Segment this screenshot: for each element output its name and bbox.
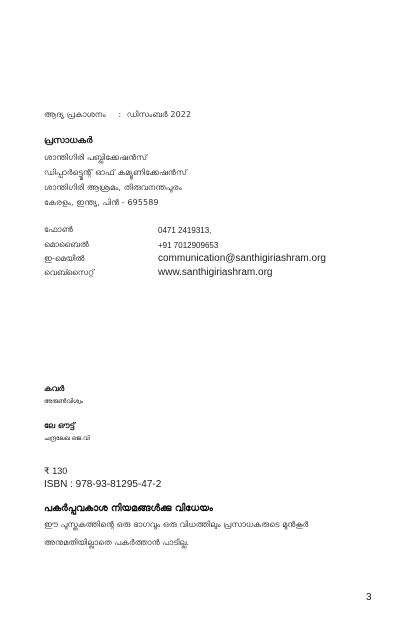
layout-designer: ചന്ദ്രലേഖ ജെ.വി bbox=[44, 435, 90, 442]
page-number: 3 bbox=[366, 592, 372, 603]
cover-heading: കവർ bbox=[44, 384, 65, 393]
contact-mobile-value: +91 7012909653 bbox=[158, 241, 219, 250]
contact-phone-label: ഫോൺ bbox=[44, 225, 73, 234]
contact-mobile-label: മൊബൈൽ bbox=[44, 240, 89, 249]
contact-phone-value: 0471 2419313, bbox=[158, 226, 212, 235]
publisher-line-4: കേരളം, ഇന്ത്യ, പിൻ - 695589 bbox=[44, 198, 159, 207]
isbn: ISBN : 978-93-81295-47-2 bbox=[44, 479, 162, 490]
publisher-heading: പ്രസാധകർ bbox=[44, 136, 93, 146]
contact-email-value[interactable]: communication@santhigiriashram.org bbox=[158, 253, 326, 264]
copyright-heading: പകർപ്പവകാശ നിയമങ്ങൾക്കു വിധേയം bbox=[44, 503, 213, 514]
layout-heading: ലേ ഔട്ട് bbox=[44, 421, 76, 430]
contact-website-value[interactable]: www.santhigiriashram.org bbox=[158, 267, 273, 278]
contact-email-label: ഇ-മെയിൽ bbox=[44, 254, 85, 263]
price: ₹ 130 bbox=[44, 466, 68, 476]
copyright-line-1: ഈ പുസ്തകത്തിന്റെ ഒരു ഭാഗവും ഒരു വിധത്തിലും പ്രസാധകരുടെ മുൻകൂർ bbox=[44, 520, 309, 529]
first-edition-date: ഡിസംബർ 2022 bbox=[126, 110, 192, 119]
contact-website-label: വെബ്സൈറ്റ് bbox=[44, 268, 95, 277]
first-edition-label: ആദ്യ പ്രകാശനം bbox=[44, 110, 106, 119]
publisher-line-3: ശാന്തിഗിരി ആശ്രമം, തിരുവനന്തപുരം bbox=[44, 183, 182, 192]
first-edition-separator: : bbox=[118, 110, 122, 119]
publisher-line-1: ശാന്തിഗിരി പബ്ലിക്കേഷൻസ് bbox=[44, 153, 148, 162]
first-edition-row bbox=[44, 110, 191, 120]
cover-artist: അരുൺവിശ്വം bbox=[44, 398, 84, 405]
copyright-line-2: അനുമതിയില്ലാതെ പകർത്താൻ പാടില്ല. bbox=[44, 538, 190, 547]
publisher-line-2: ഡിപ്പാർട്ട്മെന്റ് ഓഫ് കമ്യൂണിക്കേഷൻസ് bbox=[44, 168, 188, 177]
